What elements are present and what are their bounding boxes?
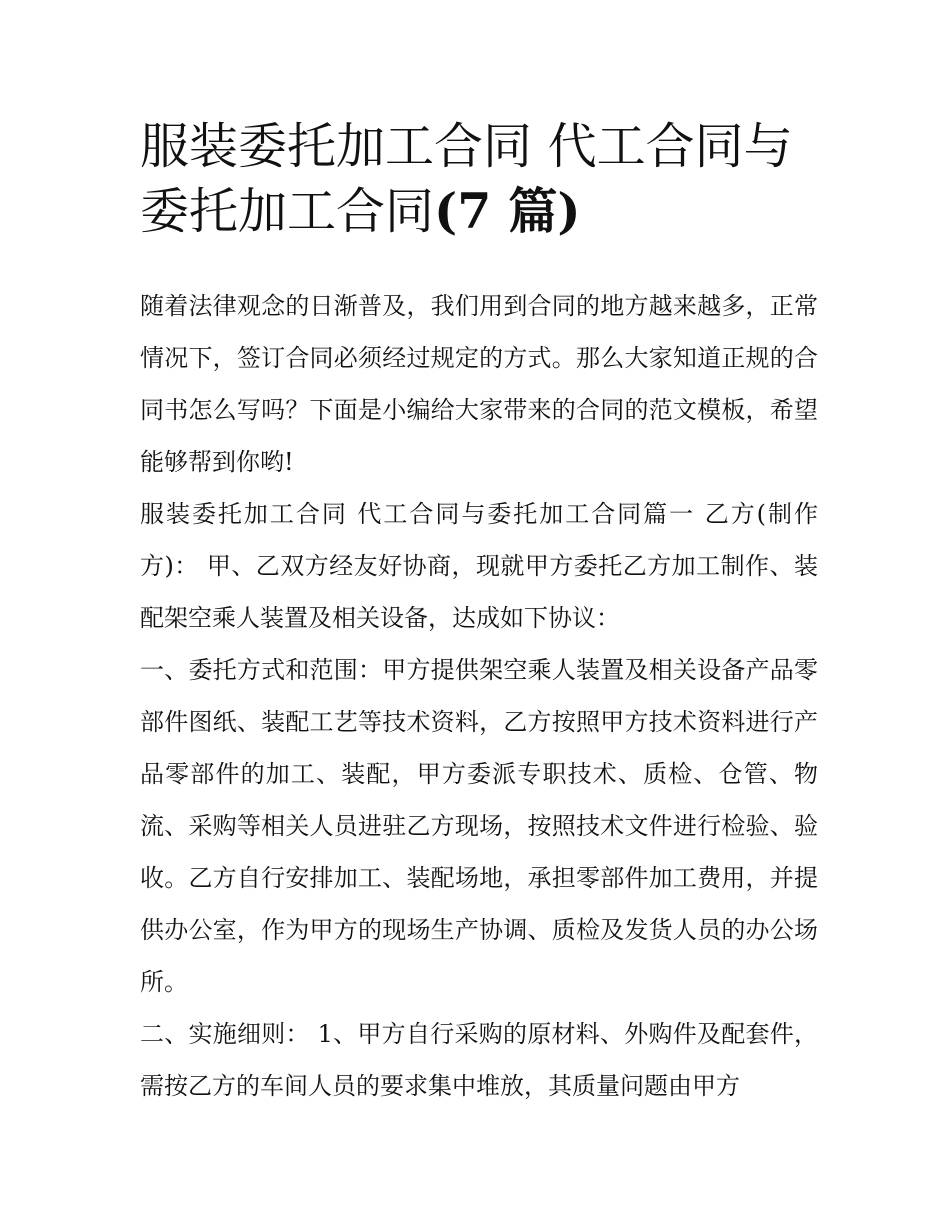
document-body [140,280,818,1112]
intro-paragraph: 随着法律观念的日渐普及，我们用到合同的地方越来越多，正常情况下，签订合同必须经过规定的方式。那么大家知道正规的合同书怎么写吗？下面是小编给大家带来的合同的范文模板，希望能够帮到你哟! [140,292,818,476]
title-main: 服装委托加工合同 代工合同与委托加工合同 [140,118,793,240]
clause-one-paragraph: 一、委托方式和范围：甲方提供架空乘人装置及相关设备产品零部件图纸、装配工艺等技术资料，乙方按照甲方技术资料进行产品零部件的加工、装配，甲方委派专职技术、质检、仓管、物流、采购等相关人员进驻乙方现场，按照技术文件进行检验、验收。乙方自行安排加工、装配场地，承担零部件加工费用，并提供办公室，作为甲方的现场生产协调、质检及发货人员的办公场所。 [140,656,818,996]
clause-two-paragraph: 二、实施细则： 1、甲方自行采购的原材料、外购件及配套件，需按乙方的车间人员的要求集中堆放，其质量问题由甲方 [140,1020,818,1100]
section-heading-paragraph: 服装委托加工合同 代工合同与委托加工合同篇一 乙方(制作方)： 甲、乙双方经友好协商，现就甲方委托乙方加工制作、装配架空乘人装置及相关设备，达成如下协议： [140,500,818,632]
title-count: (7 篇) [434,182,581,240]
document-title [140,114,820,244]
